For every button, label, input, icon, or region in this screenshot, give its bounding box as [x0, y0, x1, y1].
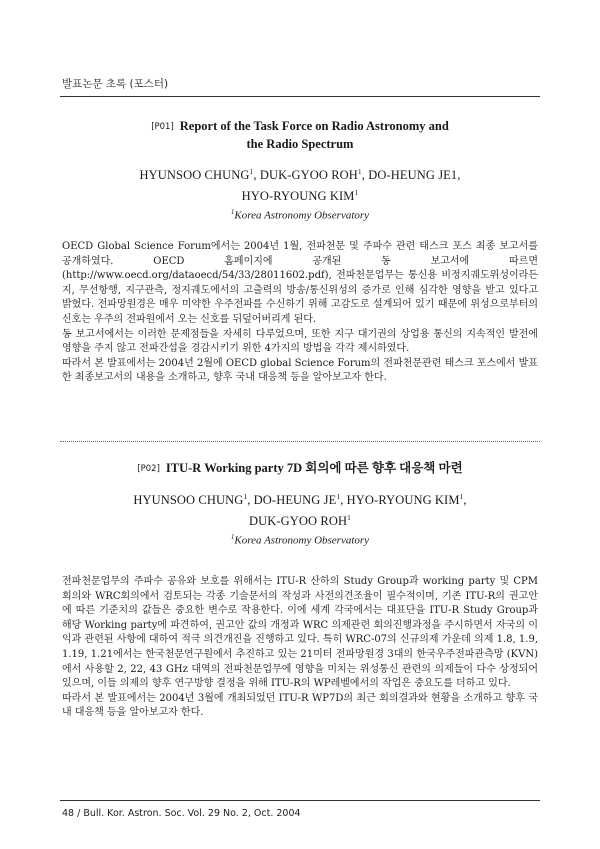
affiliation-name: Korea Astronomy Observatory: [234, 209, 370, 222]
affiliation-sup: 1: [230, 533, 235, 542]
author-name: DO-HEUNG JE1,: [368, 168, 461, 183]
abstract-body: [62, 575, 538, 721]
author-sep: ,: [253, 168, 260, 183]
abstract-code: [P01]: [151, 122, 174, 132]
abstract-title: [62, 118, 538, 153]
abstract-body: [62, 240, 538, 386]
author-sup: 1: [347, 513, 351, 523]
title-line: Report of the Task Force on Radio Astronomy and: [179, 119, 449, 133]
author-sep: ,: [340, 493, 347, 508]
affiliation: [62, 530, 538, 549]
author-sup: 1: [354, 188, 359, 198]
section-header: 발표논문 초록 (포스터): [62, 78, 169, 90]
footer-rule: [60, 800, 540, 801]
abstract-code: [P02]: [137, 464, 160, 474]
author-sep: ,: [247, 493, 254, 508]
title-line: the Radio Spectrum: [246, 137, 354, 151]
author-sup: 1: [249, 167, 254, 176]
section-divider: [60, 441, 540, 442]
author-name: DO-HEUNG JE: [253, 493, 337, 508]
abstract-p02: [62, 460, 538, 721]
header-rule: [60, 96, 540, 97]
author-name: HYO-RYOUNG KIM: [346, 493, 460, 508]
author-list: [62, 163, 538, 205]
author-sup: 1: [243, 492, 248, 501]
body-paragraph: 따라서 본 발표에서는 2004년 3월에 개최되었던 ITU-R WP7D의 최근 회의결과와 현황을 소개하고 향후 국내 대응책 등을 알아보고자 한다.: [62, 692, 538, 719]
page-footer: 48 / Bull. Kor. Astron. Soc. Vol. 29 No. 2, Oct. 2004: [62, 808, 301, 819]
body-paragraph: 따라서 본 발표에서는 2004년 2월에 OECD global Science Forum의 전파천문관련 태스크 포스에서 발표한 최종보고서의 내용을 소개하고, 향후 국내 대응책 등을 알아보고자 한다.: [62, 357, 538, 384]
title-line: ITU-R Working party 7D 회의에 따른 향후 대응책 마련: [165, 461, 463, 475]
author-name: DUK-GYOO ROH: [249, 514, 348, 529]
affiliation-sup: 1: [230, 208, 235, 217]
affiliation-name: Korea Astronomy Observatory: [234, 534, 370, 547]
body-paragraph: 전파천문업무의 주파수 공유와 보호를 위해서는 ITU-R 산하의 Study Group과 working party 및 CPM 회의와 WRC회의에서 검토되는 각종 기술문서의 작성과 사전의견조율이 필수적이며, 기존 ITU-R의 권고안에 따른 기준치의 값들은 중요한 변수로 작용한다. 이에 세계 각국에서는 대표단을 ITU-R Study Group과 해당 Working party에 파견하여, 권고안 값의 개정과 WRC 의제관련 회의진행과정을 주시하면서 자국의 이익과 관련된 사항에 대하여 적극 의견개진을 진행하고 있다. 특히 WRC-07의 신규의제 가운데 의제 1.8, 1.9, 1.19, 1.21에서는 한국천문연구원에서 추진하고 있는 21미터 전파망원경 3대의 한국우주전파관측망 (KVN)에서 사용할 2, 22, 43 GHz 대역의 전파천문업무에 영향을 미치는 위성통신 관련의 의제들이 다수 상정되어 있으며, 이들 의제의 향후 연구방향 결정을 위해 ITU-R의 WP레벨에서의 작업은 중요도를 더하고 있다.: [62, 575, 538, 690]
author-sep: ,: [463, 493, 467, 508]
affiliation: [62, 205, 538, 224]
author-name: HYO-RYOUNG KIM: [241, 189, 355, 204]
author-sup: 1: [357, 167, 362, 176]
author-name: HYUNSOO CHUNG: [139, 168, 250, 183]
body-paragraph: 동 보고서에서는 이러한 문제점들을 자세히 다루었으며, 또한 지구 대기권의 상업용 통신의 지속적인 발전에 영향을 주지 않고 전파간섭을 경감시키기 위한 4가지의 방법을 각각 제시하였다.: [62, 328, 538, 355]
abstract-p01: [62, 118, 538, 386]
abstract-title: [62, 460, 538, 478]
author-name: DUK-GYOO ROH: [259, 168, 358, 183]
author-name: HYUNSOO CHUNG: [133, 493, 244, 508]
author-sup: 1: [336, 492, 341, 501]
body-paragraph: OECD Global Science Forum에서는 2004년 1월, 전파천문 및 주파수 관련 태스크 포스 최종 보고서를 공개하였다. OECD 홈페이지에 공개된 동 보고서에 따르면(http://www.oecd.org/dataoecd/54/33/28011602.pdf), 전파천문업무는 통신용 비정지궤도위성이라든지, 무선항행, 지구관측, 정지궤도에서의 고출력의 방송/통신위성의 증가로 인해 심각한 영향을 받고 있다고 밝혔다. 전파망원경은 매우 미약한 우주전파를 수신하기 위해 고감도로 설계되어 있기 때문에 위성으로부터의 신호는 우주의 전파원에서 오는 신호를 뒤덮어버리게 된다.: [62, 240, 538, 325]
author-sup: 1: [459, 492, 464, 501]
author-list: [62, 488, 538, 530]
author-sep: ,: [361, 168, 369, 183]
